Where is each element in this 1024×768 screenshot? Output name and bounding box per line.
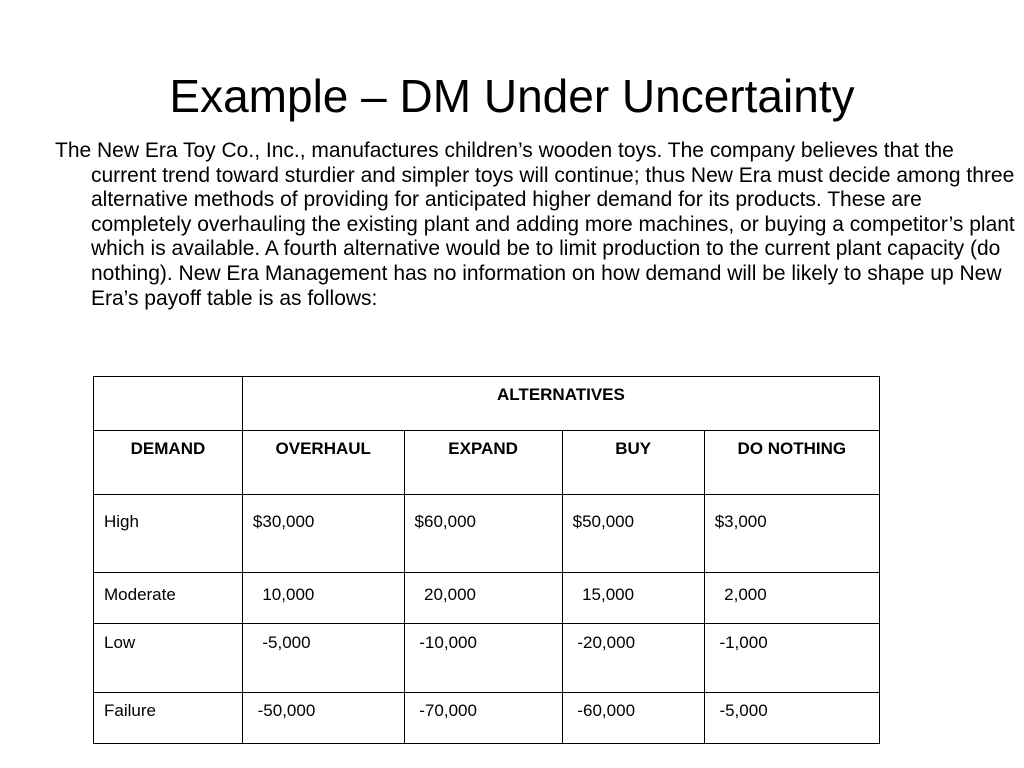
- slide-title: Example – DM Under Uncertainty: [169, 70, 855, 122]
- payoff-cell: $30,000: [242, 495, 404, 573]
- table-row: [94, 573, 880, 624]
- payoff-table: [93, 376, 880, 744]
- payoff-cell: $3,000: [704, 495, 879, 573]
- column-header-expand: EXPAND: [404, 431, 562, 495]
- demand-cell: Low: [94, 624, 243, 693]
- table-header-row: [94, 377, 880, 431]
- alternatives-header: ALTERNATIVES: [242, 377, 879, 431]
- table-column-header-row: [94, 431, 880, 495]
- payoff-cell: -20,000: [562, 624, 704, 693]
- payoff-cell: 15,000: [562, 573, 704, 624]
- demand-cell: Failure: [94, 693, 243, 744]
- body-paragraph: The New Era Toy Co., Inc., manufactures children’s wooden toys. The company believes that the current trend toward sturdier and simpler toys will continue; thus New Era must decide among three alternative methods of providing for anticipated higher demand for its products. These are completely overhauling the existing plant and adding more machines, or buying a competitor’s plant which is available. A fourth alternative would be to limit production to the current plant capacity (do nothing). New Era Management has no information on how demand will be likely to shape up New Era’s payoff table is as follows:: [55, 139, 1015, 310]
- column-header-buy: BUY: [562, 431, 704, 495]
- payoff-cell: -60,000: [562, 693, 704, 744]
- table-row: [94, 495, 880, 573]
- empty-corner-cell: [94, 377, 243, 431]
- payoff-cell: 10,000: [242, 573, 404, 624]
- payoff-cell: -10,000: [404, 624, 562, 693]
- payoff-cell: -5,000: [704, 693, 879, 744]
- payoff-cell: -1,000: [704, 624, 879, 693]
- demand-cell: High: [94, 495, 243, 573]
- demand-cell: Moderate: [94, 573, 243, 624]
- column-header-do-nothing: DO NOTHING: [704, 431, 879, 495]
- table-row: [94, 624, 880, 693]
- payoff-cell: -5,000: [242, 624, 404, 693]
- payoff-cell: $50,000: [562, 495, 704, 573]
- payoff-cell: 2,000: [704, 573, 879, 624]
- column-header-overhaul: OVERHAUL: [242, 431, 404, 495]
- payoff-cell: -70,000: [404, 693, 562, 744]
- payoff-cell: 20,000: [404, 573, 562, 624]
- table-row: [94, 693, 880, 744]
- payoff-cell: $60,000: [404, 495, 562, 573]
- column-header-demand: DEMAND: [94, 431, 243, 495]
- payoff-cell: -50,000: [242, 693, 404, 744]
